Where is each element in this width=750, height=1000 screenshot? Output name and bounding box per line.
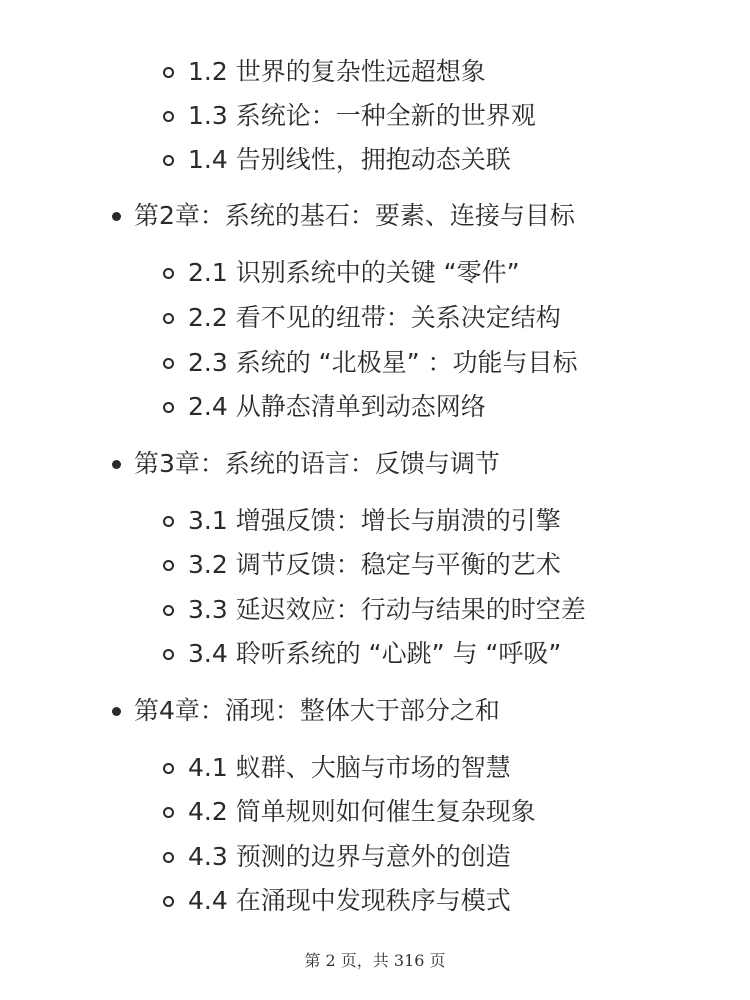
- hollow-bullet-icon: [163, 649, 174, 660]
- hollow-bullet-icon: [163, 67, 174, 78]
- hollow-bullet-icon: [163, 807, 174, 818]
- page-number-footer: 第 2 页，共 316 页: [304, 951, 446, 970]
- toc-item-label: 2.2 看不见的纽带：关系决定结构: [188, 303, 561, 332]
- hollow-bullet-icon: [163, 155, 174, 166]
- hollow-bullet-icon: [163, 111, 174, 122]
- hollow-bullet-icon: [163, 402, 174, 413]
- chapter-title: 第4章：涌现：整体大于部分之和: [134, 696, 500, 725]
- hollow-bullet-icon: [163, 268, 174, 279]
- hollow-bullet-icon: [163, 763, 174, 774]
- hollow-bullet-icon: [163, 852, 174, 863]
- toc-item-label: 1.2 世界的复杂性远超想象: [188, 57, 486, 86]
- hollow-bullet-icon: [163, 560, 174, 571]
- toc-item-label: 4.1 蚁群、大脑与市场的智慧: [188, 753, 511, 782]
- toc-item-label: 3.2 调节反馈：稳定与平衡的艺术: [188, 550, 561, 579]
- toc-item-label: 4.4 在涌现中发现秩序与模式: [188, 886, 511, 915]
- toc-item-label: 1.3 系统论：一种全新的世界观: [188, 101, 536, 130]
- hollow-bullet-icon: [163, 605, 174, 616]
- chapter-title: 第2章：系统的基石：要素、连接与目标: [134, 201, 575, 230]
- hollow-bullet-icon: [163, 313, 174, 324]
- toc-item-label: 1.4 告别线性，拥抱动态关联: [188, 145, 511, 174]
- toc-item-label: 3.1 增强反馈：增长与崩溃的引擎: [188, 506, 561, 535]
- toc-item-label: 2.3 系统的 “北极星” ：功能与目标: [188, 348, 578, 377]
- filled-bullet-icon: [112, 707, 121, 716]
- filled-bullet-icon: [112, 212, 121, 221]
- toc-item-label: 3.3 延迟效应：行动与结果的时空差: [188, 595, 586, 624]
- toc-item-label: 3.4 聆听系统的 “心跳” 与 “呼吸”: [188, 639, 562, 668]
- toc-item-label: 2.1 识别系统中的关键 “零件”: [188, 258, 520, 287]
- hollow-bullet-icon: [163, 358, 174, 369]
- toc-item-label: 2.4 从静态清单到动态网络: [188, 392, 486, 421]
- toc-item-label: 4.2 简单规则如何催生复杂现象: [188, 797, 536, 826]
- hollow-bullet-icon: [163, 516, 174, 527]
- hollow-bullet-icon: [163, 896, 174, 907]
- filled-bullet-icon: [112, 460, 121, 469]
- toc-item-label: 4.3 预测的边界与意外的创造: [188, 842, 511, 871]
- chapter-title: 第3章：系统的语言：反馈与调节: [134, 449, 500, 478]
